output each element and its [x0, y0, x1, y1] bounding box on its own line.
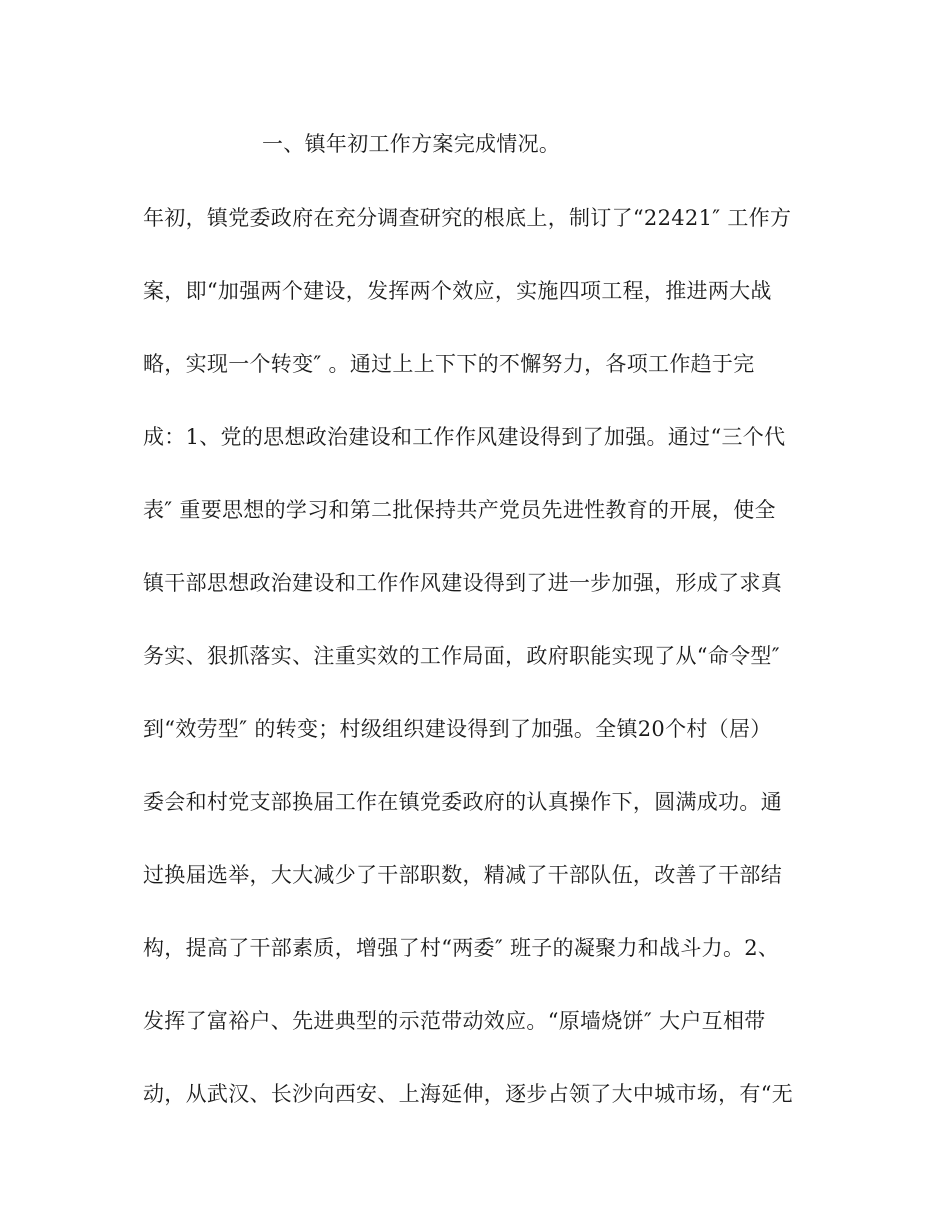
paragraph-line: 动，从武汉、长沙向西安、上海延伸，逐步占领了大中城市场，有“无 [143, 1082, 794, 1106]
paragraph-line: 委会和村党支部换届工作在镇党委政府的认真操作下，圆满成功。通 [143, 790, 782, 814]
paragraph-line: 构，提高了干部素质，增强了村“两委″ 班子的凝聚力和战斗力。2、 [143, 936, 780, 960]
paragraph-line: 过换届选举，大大减少了干部职数，精减了干部队伍，改善了干部结 [143, 863, 782, 887]
paragraph-line: 务实、狠抓落实、注重实效的工作局面，政府职能实现了从“命令型″ [143, 644, 780, 668]
paragraph-line: 年初，镇党委政府在充分调查研究的根底上，制订了“22421″ 工作方 [143, 206, 792, 230]
paragraph-line: 略，实现一个转变″ 。通过上上下下的不懈努力，各项工作趋于完 [143, 352, 755, 376]
section-heading: 一、镇年初工作方案完成情况。 [262, 132, 561, 156]
paragraph-line: 发挥了富裕户、先进典型的示范带动效应。“原墙烧饼″ 大户互相带 [143, 1009, 766, 1033]
paragraph-line: 表″ 重要思想的学习和第二批保持共产党员先进性教育的开展，使全 [143, 498, 776, 522]
paragraph-line: 成：1、党的思想政治建设和工作作风建设得到了加强。通过“三个代 [143, 425, 786, 449]
paragraph-line: 案，即“加强两个建设，发挥两个效应，实施四项工程，推进两大战 [143, 279, 772, 303]
paragraph-line: 到“效劳型″ 的转变；村级组织建设得到了加强。全镇20个村（居） [143, 717, 772, 741]
paragraph-line: 镇干部思想政治建设和工作作风建设得到了进一步加强，形成了求真 [143, 571, 782, 595]
